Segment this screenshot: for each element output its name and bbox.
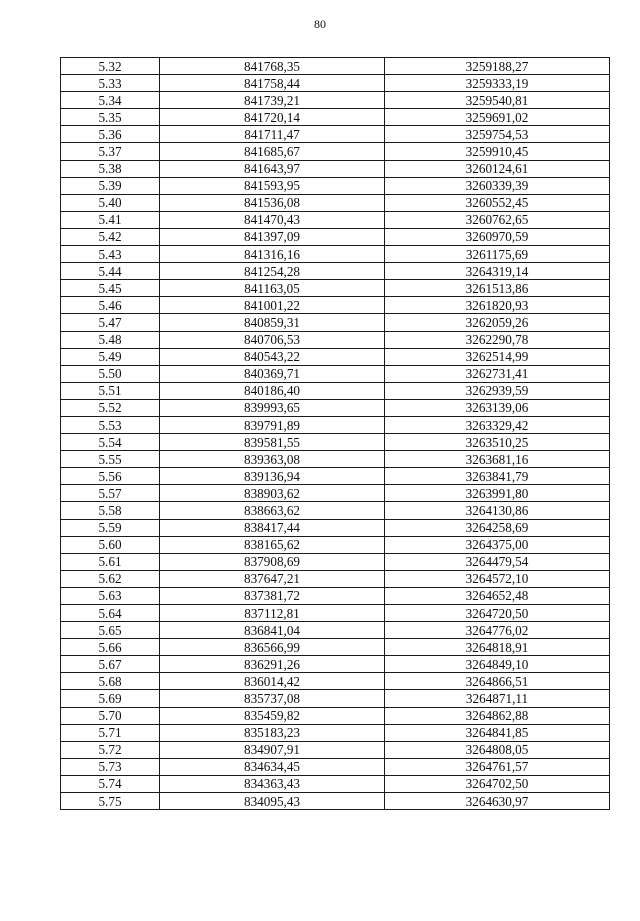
x-coordinate-cell: 837381,72 xyxy=(160,587,385,604)
table-row xyxy=(61,348,610,365)
x-coordinate-cell: 835459,82 xyxy=(160,707,385,724)
table-row xyxy=(61,451,610,468)
y-coordinate-cell: 3262059,26 xyxy=(385,314,610,331)
x-coordinate-cell: 838663,62 xyxy=(160,502,385,519)
point-number-cell: 5.57 xyxy=(61,485,160,502)
point-number-cell: 5.66 xyxy=(61,639,160,656)
table-row xyxy=(61,605,610,622)
point-number-cell: 5.48 xyxy=(61,331,160,348)
y-coordinate-cell: 3264319,14 xyxy=(385,263,610,280)
x-coordinate-cell: 840186,40 xyxy=(160,382,385,399)
table-row xyxy=(61,280,610,297)
x-coordinate-cell: 834634,45 xyxy=(160,758,385,775)
table-row xyxy=(61,536,610,553)
y-coordinate-cell: 3264761,57 xyxy=(385,758,610,775)
x-coordinate-cell: 841593,95 xyxy=(160,177,385,194)
point-number-cell: 5.53 xyxy=(61,416,160,433)
x-coordinate-cell: 841643,97 xyxy=(160,160,385,177)
point-number-cell: 5.43 xyxy=(61,246,160,263)
y-coordinate-cell: 3259333,19 xyxy=(385,75,610,92)
table-row xyxy=(61,656,610,673)
x-coordinate-cell: 839581,55 xyxy=(160,434,385,451)
point-number-cell: 5.40 xyxy=(61,194,160,211)
table-row xyxy=(61,109,610,126)
point-number-cell: 5.61 xyxy=(61,553,160,570)
point-number-cell: 5.50 xyxy=(61,365,160,382)
y-coordinate-cell: 3263139,06 xyxy=(385,399,610,416)
x-coordinate-cell: 837112,81 xyxy=(160,605,385,622)
x-coordinate-cell: 841536,08 xyxy=(160,194,385,211)
y-coordinate-cell: 3263510,25 xyxy=(385,434,610,451)
table-row xyxy=(61,775,610,792)
point-number-cell: 5.33 xyxy=(61,75,160,92)
y-coordinate-cell: 3264652,48 xyxy=(385,587,610,604)
table-row xyxy=(61,690,610,707)
table-row xyxy=(61,707,610,724)
x-coordinate-cell: 838417,44 xyxy=(160,519,385,536)
point-number-cell: 5.65 xyxy=(61,622,160,639)
coordinates-table xyxy=(60,57,610,810)
y-coordinate-cell: 3260762,65 xyxy=(385,211,610,228)
x-coordinate-cell: 837908,69 xyxy=(160,553,385,570)
x-coordinate-cell: 841711,47 xyxy=(160,126,385,143)
point-number-cell: 5.42 xyxy=(61,228,160,245)
table-row xyxy=(61,587,610,604)
page-number: 80 xyxy=(314,17,326,31)
y-coordinate-cell: 3264630,97 xyxy=(385,793,610,810)
point-number-cell: 5.67 xyxy=(61,656,160,673)
y-coordinate-cell: 3260339,39 xyxy=(385,177,610,194)
point-number-cell: 5.45 xyxy=(61,280,160,297)
y-coordinate-cell: 3262290,78 xyxy=(385,331,610,348)
point-number-cell: 5.62 xyxy=(61,570,160,587)
table-row xyxy=(61,58,610,75)
point-number-cell: 5.68 xyxy=(61,673,160,690)
point-number-cell: 5.38 xyxy=(61,160,160,177)
y-coordinate-cell: 3259188,27 xyxy=(385,58,610,75)
y-coordinate-cell: 3261820,93 xyxy=(385,297,610,314)
point-number-cell: 5.46 xyxy=(61,297,160,314)
point-number-cell: 5.70 xyxy=(61,707,160,724)
y-coordinate-cell: 3264479,54 xyxy=(385,553,610,570)
table-row xyxy=(61,758,610,775)
x-coordinate-cell: 834363,43 xyxy=(160,775,385,792)
table-row xyxy=(61,143,610,160)
coordinates-table-body xyxy=(61,58,610,810)
y-coordinate-cell: 3264258,69 xyxy=(385,519,610,536)
table-row xyxy=(61,485,610,502)
table-row xyxy=(61,365,610,382)
table-row xyxy=(61,126,610,143)
table-row xyxy=(61,331,610,348)
y-coordinate-cell: 3264862,88 xyxy=(385,707,610,724)
point-number-cell: 5.60 xyxy=(61,536,160,553)
y-coordinate-cell: 3263841,79 xyxy=(385,468,610,485)
y-coordinate-cell: 3263329,42 xyxy=(385,416,610,433)
x-coordinate-cell: 834907,91 xyxy=(160,741,385,758)
table-row xyxy=(61,502,610,519)
table-row xyxy=(61,92,610,109)
x-coordinate-cell: 839363,08 xyxy=(160,451,385,468)
table-row xyxy=(61,519,610,536)
point-number-cell: 5.35 xyxy=(61,109,160,126)
x-coordinate-cell: 840859,31 xyxy=(160,314,385,331)
point-number-cell: 5.72 xyxy=(61,741,160,758)
y-coordinate-cell: 3263991,80 xyxy=(385,485,610,502)
point-number-cell: 5.37 xyxy=(61,143,160,160)
table-row xyxy=(61,673,610,690)
x-coordinate-cell: 841316,16 xyxy=(160,246,385,263)
point-number-cell: 5.49 xyxy=(61,348,160,365)
y-coordinate-cell: 3264818,91 xyxy=(385,639,610,656)
x-coordinate-cell: 841397,09 xyxy=(160,228,385,245)
y-coordinate-cell: 3262514,99 xyxy=(385,348,610,365)
x-coordinate-cell: 840706,53 xyxy=(160,331,385,348)
x-coordinate-cell: 839791,89 xyxy=(160,416,385,433)
x-coordinate-cell: 835737,08 xyxy=(160,690,385,707)
y-coordinate-cell: 3264871,11 xyxy=(385,690,610,707)
table-row xyxy=(61,211,610,228)
table-row xyxy=(61,297,610,314)
y-coordinate-cell: 3264866,51 xyxy=(385,673,610,690)
x-coordinate-cell: 841739,21 xyxy=(160,92,385,109)
y-coordinate-cell: 3260552,45 xyxy=(385,194,610,211)
y-coordinate-cell: 3261175,69 xyxy=(385,246,610,263)
table-row xyxy=(61,263,610,280)
y-coordinate-cell: 3262731,41 xyxy=(385,365,610,382)
y-coordinate-cell: 3264841,85 xyxy=(385,724,610,741)
x-coordinate-cell: 841720,14 xyxy=(160,109,385,126)
y-coordinate-cell: 3262939,59 xyxy=(385,382,610,399)
point-number-cell: 5.36 xyxy=(61,126,160,143)
y-coordinate-cell: 3261513,86 xyxy=(385,280,610,297)
point-number-cell: 5.58 xyxy=(61,502,160,519)
x-coordinate-cell: 840369,71 xyxy=(160,365,385,382)
point-number-cell: 5.74 xyxy=(61,775,160,792)
point-number-cell: 5.41 xyxy=(61,211,160,228)
y-coordinate-cell: 3264808,05 xyxy=(385,741,610,758)
table-row xyxy=(61,724,610,741)
table-row xyxy=(61,399,610,416)
y-coordinate-cell: 3264776,02 xyxy=(385,622,610,639)
x-coordinate-cell: 834095,43 xyxy=(160,793,385,810)
table-row xyxy=(61,622,610,639)
table-row xyxy=(61,570,610,587)
table-row xyxy=(61,194,610,211)
x-coordinate-cell: 838165,62 xyxy=(160,536,385,553)
table-row xyxy=(61,793,610,810)
x-coordinate-cell: 841163,05 xyxy=(160,280,385,297)
table-row xyxy=(61,741,610,758)
x-coordinate-cell: 841758,44 xyxy=(160,75,385,92)
x-coordinate-cell: 837647,21 xyxy=(160,570,385,587)
table-row xyxy=(61,434,610,451)
point-number-cell: 5.55 xyxy=(61,451,160,468)
x-coordinate-cell: 841685,67 xyxy=(160,143,385,160)
point-number-cell: 5.44 xyxy=(61,263,160,280)
point-number-cell: 5.34 xyxy=(61,92,160,109)
point-number-cell: 5.52 xyxy=(61,399,160,416)
y-coordinate-cell: 3259754,53 xyxy=(385,126,610,143)
table-row xyxy=(61,177,610,194)
table-row xyxy=(61,468,610,485)
y-coordinate-cell: 3259910,45 xyxy=(385,143,610,160)
point-number-cell: 5.75 xyxy=(61,793,160,810)
table-row xyxy=(61,553,610,570)
point-number-cell: 5.51 xyxy=(61,382,160,399)
y-coordinate-cell: 3264849,10 xyxy=(385,656,610,673)
y-coordinate-cell: 3259691,02 xyxy=(385,109,610,126)
point-number-cell: 5.63 xyxy=(61,587,160,604)
x-coordinate-cell: 839993,65 xyxy=(160,399,385,416)
x-coordinate-cell: 839136,94 xyxy=(160,468,385,485)
x-coordinate-cell: 836841,04 xyxy=(160,622,385,639)
x-coordinate-cell: 841001,22 xyxy=(160,297,385,314)
table-row xyxy=(61,160,610,177)
point-number-cell: 5.54 xyxy=(61,434,160,451)
y-coordinate-cell: 3259540,81 xyxy=(385,92,610,109)
x-coordinate-cell: 841254,28 xyxy=(160,263,385,280)
table-row xyxy=(61,75,610,92)
table-row xyxy=(61,416,610,433)
table-row xyxy=(61,314,610,331)
x-coordinate-cell: 836291,26 xyxy=(160,656,385,673)
point-number-cell: 5.47 xyxy=(61,314,160,331)
table-row xyxy=(61,228,610,245)
x-coordinate-cell: 836566,99 xyxy=(160,639,385,656)
x-coordinate-cell: 835183,23 xyxy=(160,724,385,741)
point-number-cell: 5.64 xyxy=(61,605,160,622)
point-number-cell: 5.69 xyxy=(61,690,160,707)
table-row xyxy=(61,246,610,263)
y-coordinate-cell: 3260124,61 xyxy=(385,160,610,177)
point-number-cell: 5.56 xyxy=(61,468,160,485)
y-coordinate-cell: 3264702,50 xyxy=(385,775,610,792)
y-coordinate-cell: 3264572,10 xyxy=(385,570,610,587)
point-number-cell: 5.71 xyxy=(61,724,160,741)
y-coordinate-cell: 3264130,86 xyxy=(385,502,610,519)
y-coordinate-cell: 3264375,00 xyxy=(385,536,610,553)
x-coordinate-cell: 836014,42 xyxy=(160,673,385,690)
x-coordinate-cell: 840543,22 xyxy=(160,348,385,365)
x-coordinate-cell: 841768,35 xyxy=(160,58,385,75)
point-number-cell: 5.39 xyxy=(61,177,160,194)
x-coordinate-cell: 841470,43 xyxy=(160,211,385,228)
table-row xyxy=(61,639,610,656)
table-row xyxy=(61,382,610,399)
y-coordinate-cell: 3260970,59 xyxy=(385,228,610,245)
point-number-cell: 5.59 xyxy=(61,519,160,536)
x-coordinate-cell: 838903,62 xyxy=(160,485,385,502)
point-number-cell: 5.32 xyxy=(61,58,160,75)
y-coordinate-cell: 3264720,50 xyxy=(385,605,610,622)
y-coordinate-cell: 3263681,16 xyxy=(385,451,610,468)
point-number-cell: 5.73 xyxy=(61,758,160,775)
